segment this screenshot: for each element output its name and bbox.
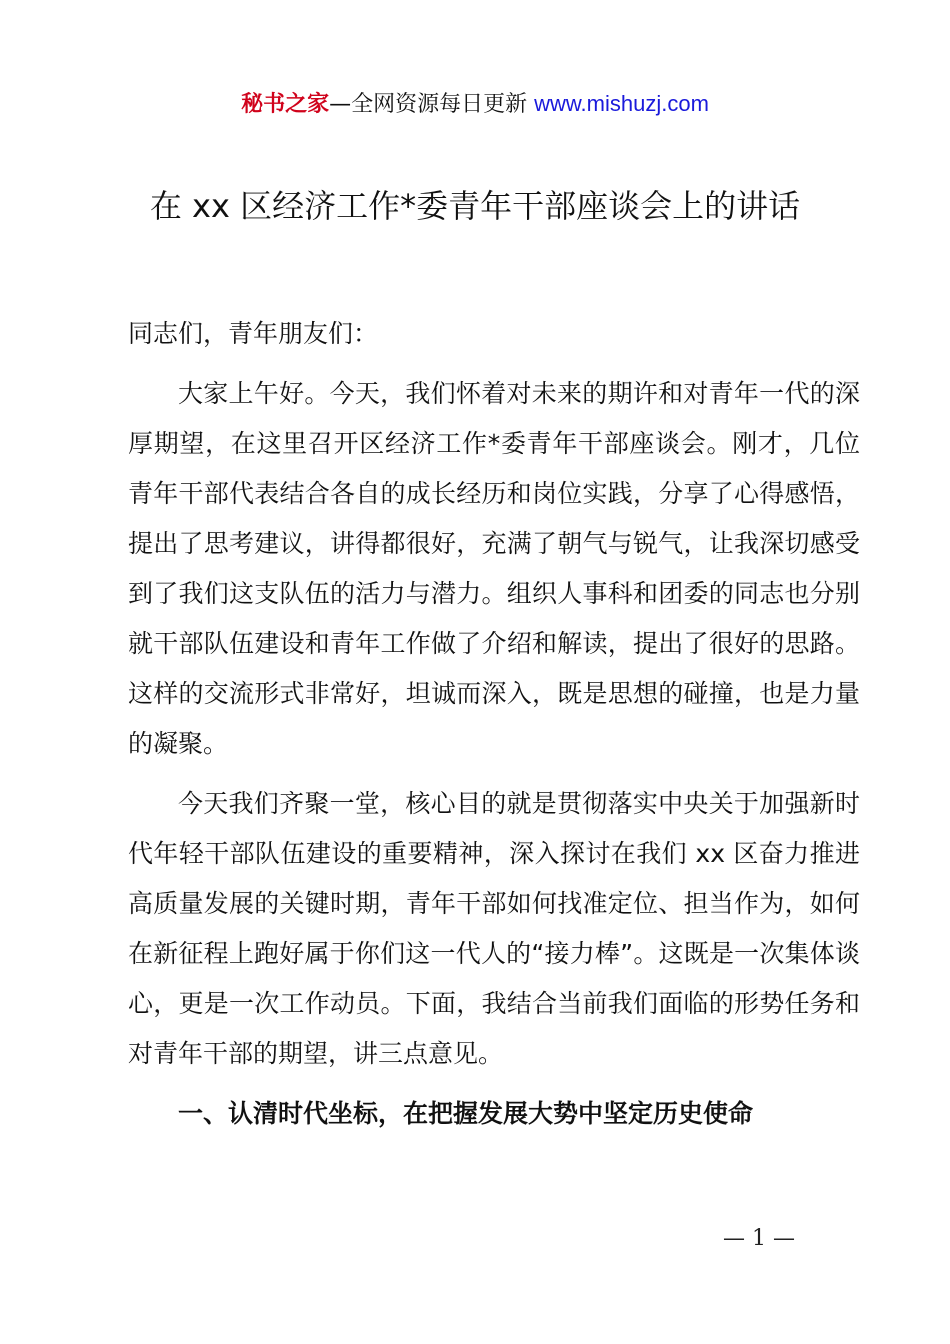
page-number: — 1 — bbox=[723, 1226, 795, 1251]
site-banner bbox=[0, 86, 950, 123]
document-body bbox=[128, 309, 860, 1139]
body-paragraph-2: 今天我们齐聚一堂，核心目的就是贯彻落实中央关于加强新时代年轻干部队伍建设的重要精神，深入探讨在我们 xx 区奋力推进高质量发展的关键时期，青年干部如何找准定位、担当作为，如何在新征程上跑好属于你们这一代人的“接力棒”。这既是一次集体谈心，更是一次工作动员。下面，我结合当前我们面临的形势任务和对青年干部的期望，讲三点意见。 bbox=[128, 789, 860, 1068]
document-title: 在 xx 区经济工作*委青年干部座谈会上的讲话 bbox=[149, 187, 801, 225]
brand-name: 秘书之家 bbox=[241, 92, 330, 117]
section-heading: 一、认清时代坐标，在把握发展大势中坚定历史使命 bbox=[178, 1099, 754, 1128]
banner-slogan: —全网资源每日更新 bbox=[329, 92, 535, 117]
body-paragraph-1: 大家上午好。今天，我们怀着对未来的期许和对青年一代的深厚期望，在这里召开区经济工作*委青年干部座谈会。刚才，几位青年干部代表结合各自的成长经历和岗位实践，分享了心得感悟，提出了思考建议，讲得都很好，充满了朝气与锐气，让我深切感受到了我们这支队伍的活力与潜力。组织人事科和团委的同志也分别就干部队伍建设和青年工作做了介绍和解读，提出了很好的思路。这样的交流形式非常好，坦诚而深入，既是思想的碰撞，也是力量的凝聚。 bbox=[128, 379, 860, 758]
site-url-link[interactable]: www.mishuzj.com bbox=[534, 91, 709, 116]
salutation: 同志们，青年朋友们： bbox=[128, 319, 379, 348]
